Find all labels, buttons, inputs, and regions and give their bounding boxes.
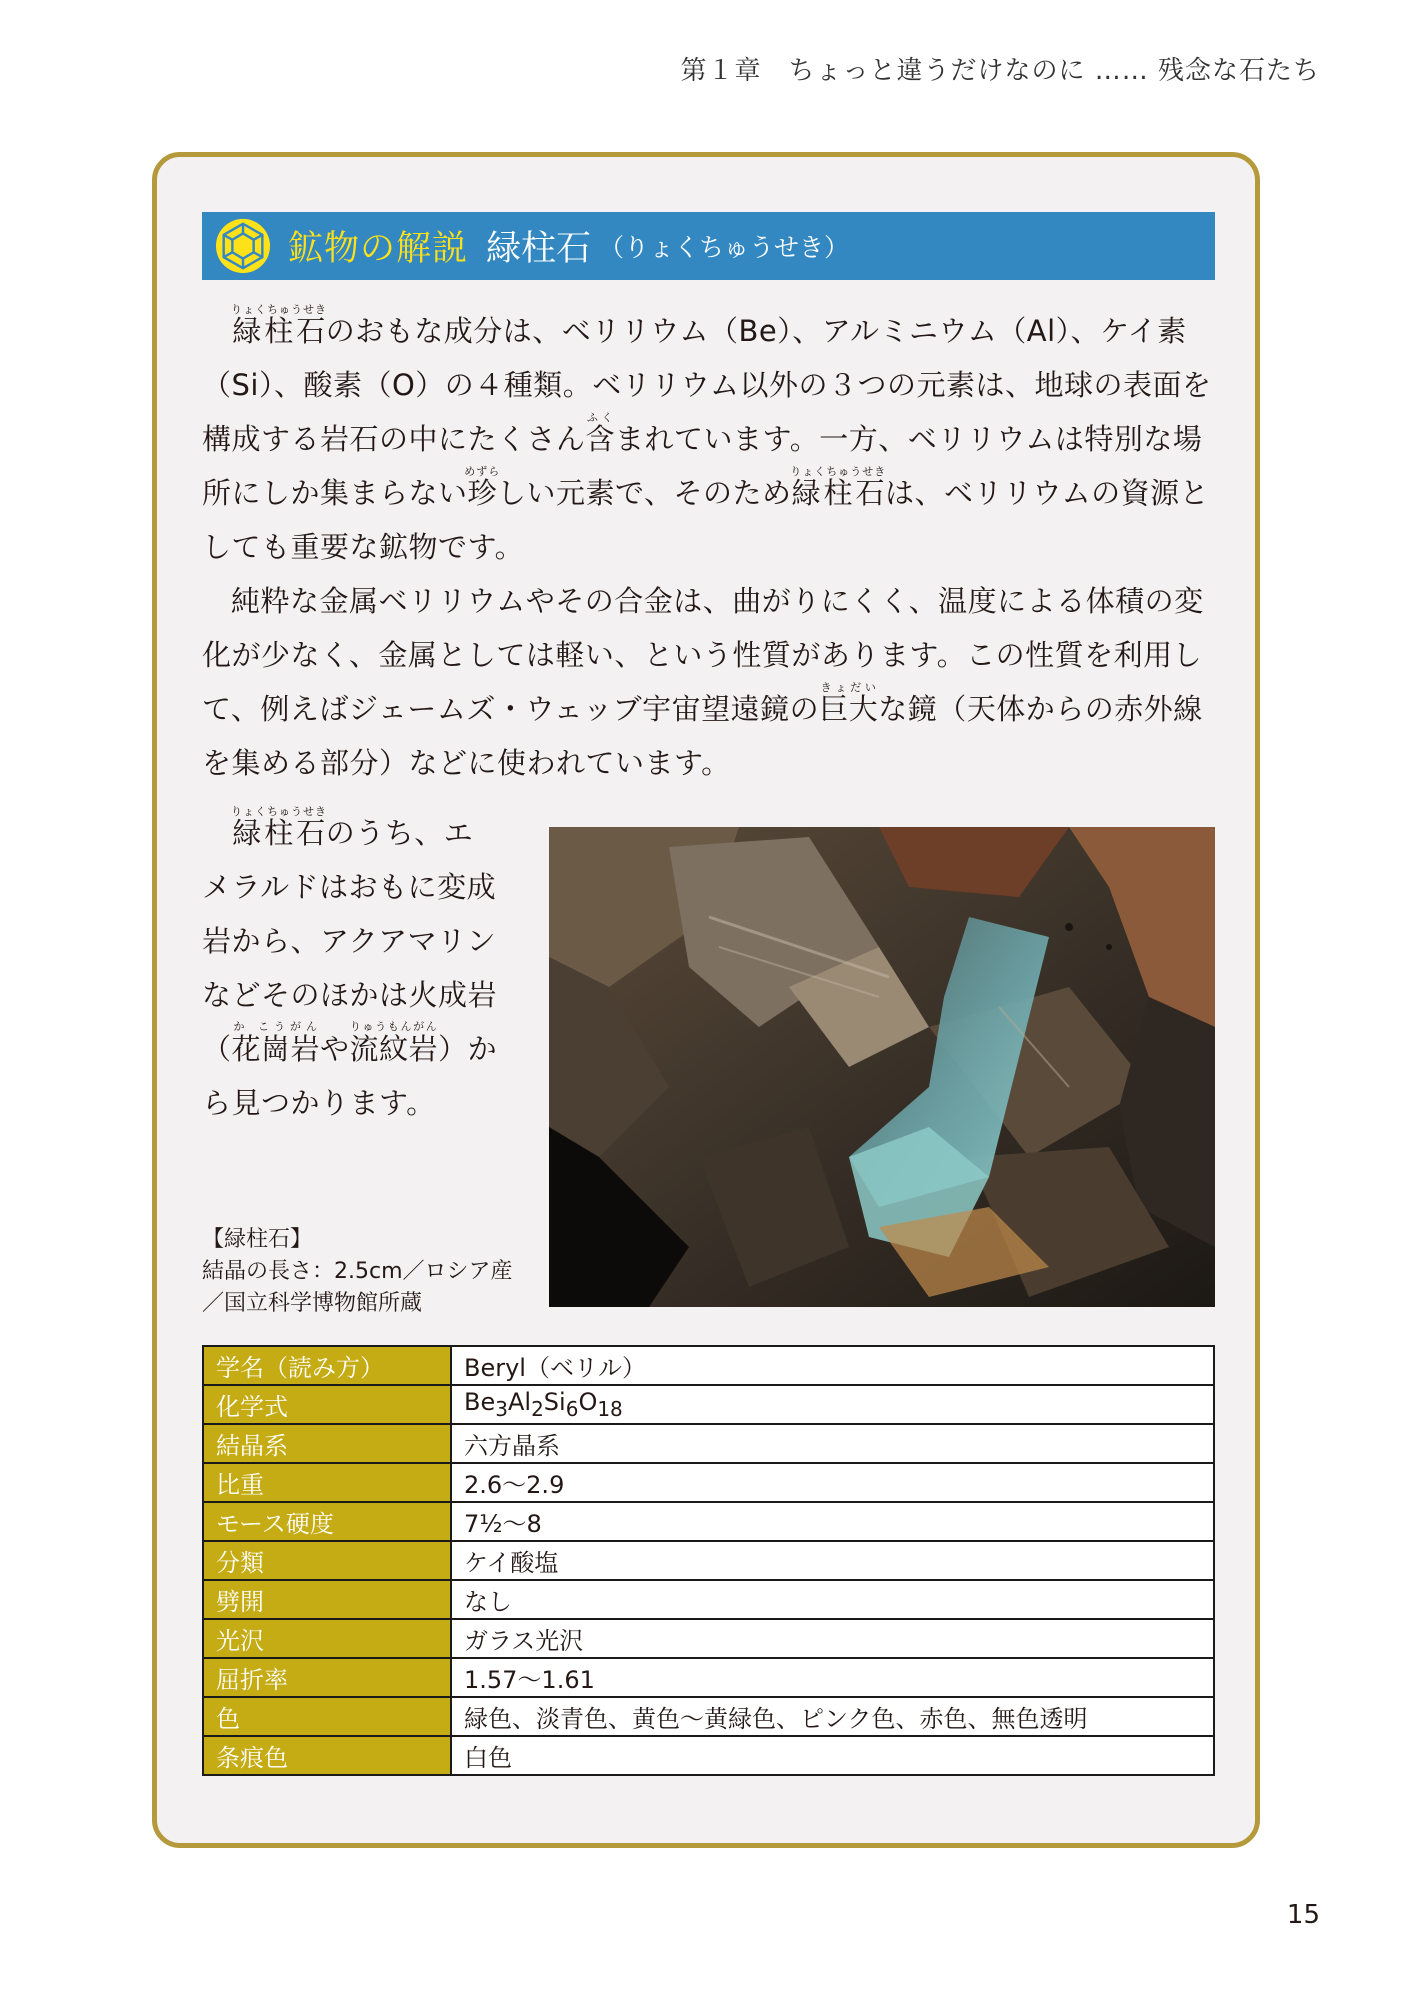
property-key: 光沢 bbox=[203, 1619, 451, 1658]
property-key: 結晶系 bbox=[203, 1424, 451, 1463]
table-row bbox=[203, 1736, 1214, 1775]
properties-table bbox=[202, 1345, 1215, 1776]
table-row bbox=[203, 1385, 1214, 1424]
photo-caption bbox=[202, 1224, 542, 1320]
ruby-word: 珍めずら bbox=[464, 465, 501, 510]
table-row bbox=[203, 1541, 1214, 1580]
section-title-bar bbox=[202, 212, 1215, 280]
property-key: 屈折率 bbox=[203, 1658, 451, 1697]
property-value: なし bbox=[451, 1580, 1214, 1619]
property-value: 7½〜8 bbox=[451, 1502, 1214, 1541]
property-value: 2.6〜2.9 bbox=[451, 1463, 1214, 1502]
paragraph-composition: 緑柱石りょくちゅうせきのおもな成分は、ベリリウム（Be）、アルミニウム（Al）、ケイ素（Si）、酸素（O）の４種類。ベリリウム以外の３つの元素は、地球の表面を構成する岩石の中にたくさん含ふくまれています。一方、ベリリウムは特別な場所にしか集まらない珍めずらしい元素で、そのため緑柱石りょくちゅうせきは、ベリリウムの資源としても重要な鉱物です。 bbox=[202, 303, 1212, 564]
table-row bbox=[203, 1502, 1214, 1541]
table-row bbox=[203, 1424, 1214, 1463]
occurrence-text bbox=[202, 805, 502, 1130]
table-row bbox=[203, 1619, 1214, 1658]
caption-size-origin: 結晶の長さ：2.5cm／ロシア産 bbox=[202, 1259, 513, 1284]
table-row bbox=[203, 1346, 1214, 1385]
ruby-word: 流紋岩りゅうもんがん bbox=[349, 1020, 439, 1066]
property-value: 白色 bbox=[451, 1736, 1214, 1775]
body-text bbox=[202, 303, 1215, 790]
property-value: 緑色、淡青色、黄色〜黄緑色、ピンク色、赤色、無色透明 bbox=[451, 1697, 1214, 1736]
ruby-word: 緑柱石りょくちゅうせき bbox=[790, 465, 887, 510]
paragraph-uses: 純粋な金属ベリリウムやその合金は、曲がりにくく、温度による体積の変化が少なく、金属としては軽い、という性質があります。この性質を利用して、例えばジェームズ・ウェッブ宇宙望遠鏡の巨大きょだいな鏡（天体からの赤外線を集める部分）などに使われています。 bbox=[202, 584, 1204, 780]
paragraph-occurrence: 緑柱石りょくちゅうせきのうち、エメラルドはおもに変成岩から、アクアマリンなどそのほかは火成岩（花崗岩か こうがんや流紋岩りゅうもんがん）から見つかります。 bbox=[202, 805, 498, 1120]
property-key: 劈開 bbox=[203, 1580, 451, 1619]
table-row bbox=[203, 1658, 1214, 1697]
beryl-specimen-photo bbox=[549, 827, 1215, 1307]
table-row bbox=[203, 1580, 1214, 1619]
ruby-word: 含ふく bbox=[585, 411, 616, 456]
property-value: ガラス光沢 bbox=[451, 1619, 1214, 1658]
property-value: 六方晶系 bbox=[451, 1424, 1214, 1463]
mineral-explanation-card bbox=[152, 152, 1260, 1848]
property-value: Beryl（ベリル） bbox=[451, 1346, 1214, 1385]
property-key: 学名（読み方） bbox=[203, 1346, 451, 1385]
ruby-word: 緑柱石りょくちゅうせき bbox=[231, 805, 327, 850]
property-value: ケイ酸塩 bbox=[451, 1541, 1214, 1580]
property-key: 条痕色 bbox=[203, 1736, 451, 1775]
mineral-name: 緑柱石 bbox=[486, 229, 592, 269]
table-row bbox=[203, 1463, 1214, 1502]
specimen-illustration bbox=[549, 827, 1215, 1307]
caption-title: 【緑柱石】 bbox=[202, 1227, 313, 1252]
ruby-word: 花崗岩か こうがん bbox=[231, 1020, 321, 1066]
section-title: 鉱物の解説 bbox=[288, 229, 469, 269]
mineral-reading: （りょくちゅうせき） bbox=[599, 233, 850, 262]
caption-collection: ／国立科学博物館所蔵 bbox=[202, 1291, 423, 1316]
hexagon-crystal-icon bbox=[214, 217, 272, 275]
ruby-word: 緑柱石りょくちゅうせき bbox=[231, 303, 327, 348]
property-key: モース硬度 bbox=[203, 1502, 451, 1541]
ruby-word: 巨大きょだい bbox=[819, 681, 879, 726]
property-key: 色 bbox=[203, 1697, 451, 1736]
chemical-formula: $Be_3Al_2Si_6O_{18}$ bbox=[451, 1385, 1214, 1424]
table-row bbox=[203, 1697, 1214, 1736]
property-key: 化学式 bbox=[203, 1385, 451, 1424]
property-key: 比重 bbox=[203, 1463, 451, 1502]
page-number: 15 bbox=[1286, 1900, 1320, 1930]
running-head: 第１章 ちょっと違うだけなのに …… 残念な石たち bbox=[680, 56, 1320, 86]
property-key: 分類 bbox=[203, 1541, 451, 1580]
property-value: 1.57〜1.61 bbox=[451, 1658, 1214, 1697]
